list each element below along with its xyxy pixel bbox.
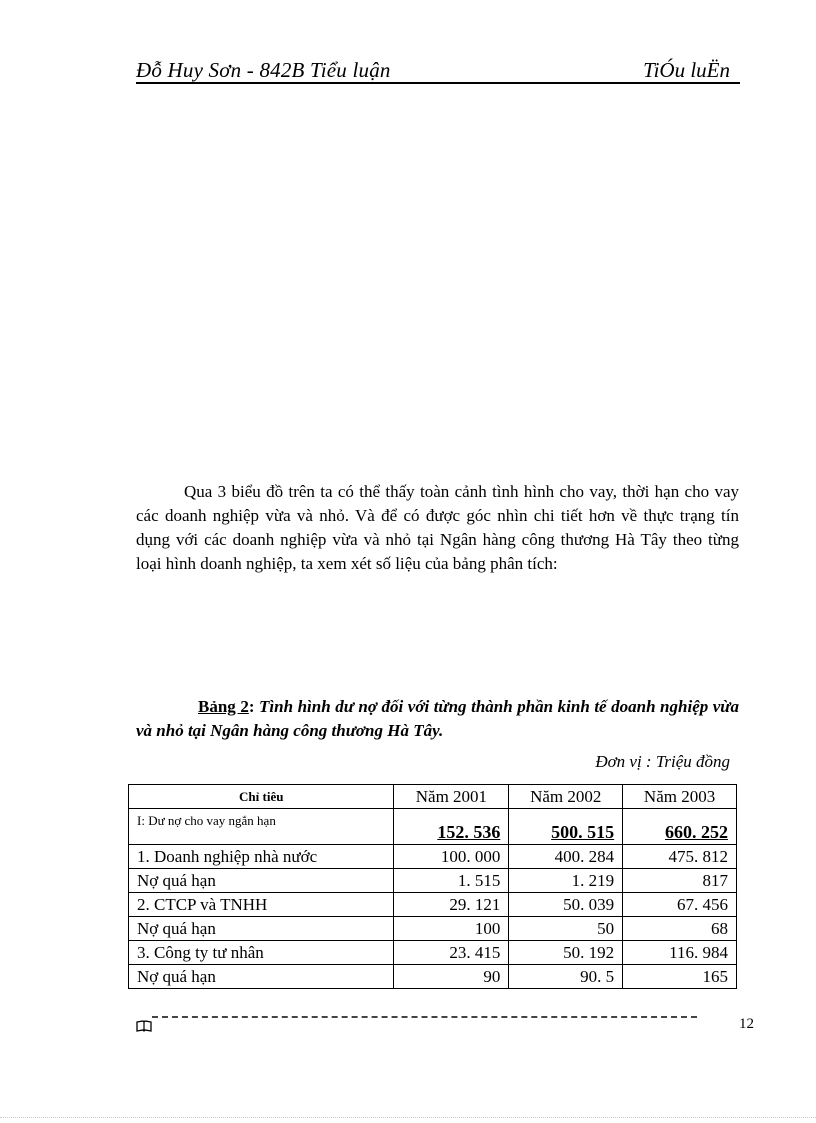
page-bottom-border [0, 1117, 816, 1118]
table-row [129, 845, 737, 869]
table-row [129, 941, 737, 965]
table-cell: Nợ quá hạn [129, 965, 394, 989]
table-cell: 3. Công ty tư nhân [129, 941, 394, 965]
table-header-cell: Năm 2002 [509, 785, 623, 809]
body-paragraph: Qua 3 biểu đồ trên ta có thể thấy toàn cảnh tình hình cho vay, thời hạn cho vay các doanh nghiệp vừa và nhỏ. Và để có được góc nhìn chi tiết hơn về thực trạng tín dụng với các doanh nghiệp vừa và nhỏ tại Ngân hàng công thương Hà Tây theo từng loại hình doanh nghiệp, ta xem xét số liệu của bảng phân tích: [136, 482, 739, 573]
header-rule [136, 82, 740, 84]
table-header-cell: Chỉ tiêu [129, 785, 394, 809]
table-cell: 152. 536 [394, 809, 509, 845]
table-cell: 90. 5 [509, 965, 623, 989]
table-caption-colon: : [248, 697, 260, 716]
table-cell: 100 [394, 917, 509, 941]
table-row [129, 965, 737, 989]
table-cell: Nợ quá hạn [129, 917, 394, 941]
table-caption-title: Tình hình dư nợ đối với từng thành phần kinh tế doanh nghiệp vừa và nhỏ tại Ngân hàng công thương Hà Tây. [136, 697, 739, 740]
table-row [129, 917, 737, 941]
table-cell: 1. 515 [394, 869, 509, 893]
table-cell: 165 [623, 965, 737, 989]
table-row [129, 809, 737, 845]
footer-dashed-rule [152, 1016, 697, 1018]
page-number: 12 [739, 1016, 754, 1032]
header-author-title: Đỗ Huy Sơn - 842B Tiểu luận [136, 58, 391, 82]
table-cell: 100. 000 [394, 845, 509, 869]
table-cell: Nợ quá hạn [129, 869, 394, 893]
table-cell: 68 [623, 917, 737, 941]
book-icon [136, 1020, 152, 1037]
table-cell: 67. 456 [623, 893, 737, 917]
table-cell: 2. CTCP và TNHH [129, 893, 394, 917]
table-cell: 90 [394, 965, 509, 989]
table-cell: 29. 121 [394, 893, 509, 917]
table-cell: 50. 039 [509, 893, 623, 917]
table-unit: Đơn vị : Triệu đồng [595, 752, 730, 771]
table-cell: 50 [509, 917, 623, 941]
table-cell: I: Dư nợ cho vay ngắn hạn [129, 809, 394, 845]
table-caption-label: Bảng 2 [198, 697, 249, 716]
table-cell: 50. 192 [509, 941, 623, 965]
table-cell: 1. 219 [509, 869, 623, 893]
table-cell: 1. Doanh nghiệp nhà nước [129, 845, 394, 869]
table-caption [136, 695, 739, 743]
table-header-cell: Năm 2001 [394, 785, 509, 809]
table-cell: 500. 515 [509, 809, 623, 845]
table-header-row [129, 785, 737, 809]
table-cell: 475. 812 [623, 845, 737, 869]
table-row [129, 869, 737, 893]
table-cell: 817 [623, 869, 737, 893]
data-table [128, 784, 737, 989]
table-cell: 23. 415 [394, 941, 509, 965]
table-cell: 116. 984 [623, 941, 737, 965]
table-cell: 660. 252 [623, 809, 737, 845]
table-header-cell: Năm 2003 [623, 785, 737, 809]
header-right-title: TiÓu luËn [643, 58, 730, 82]
table-row [129, 893, 737, 917]
table-cell: 400. 284 [509, 845, 623, 869]
